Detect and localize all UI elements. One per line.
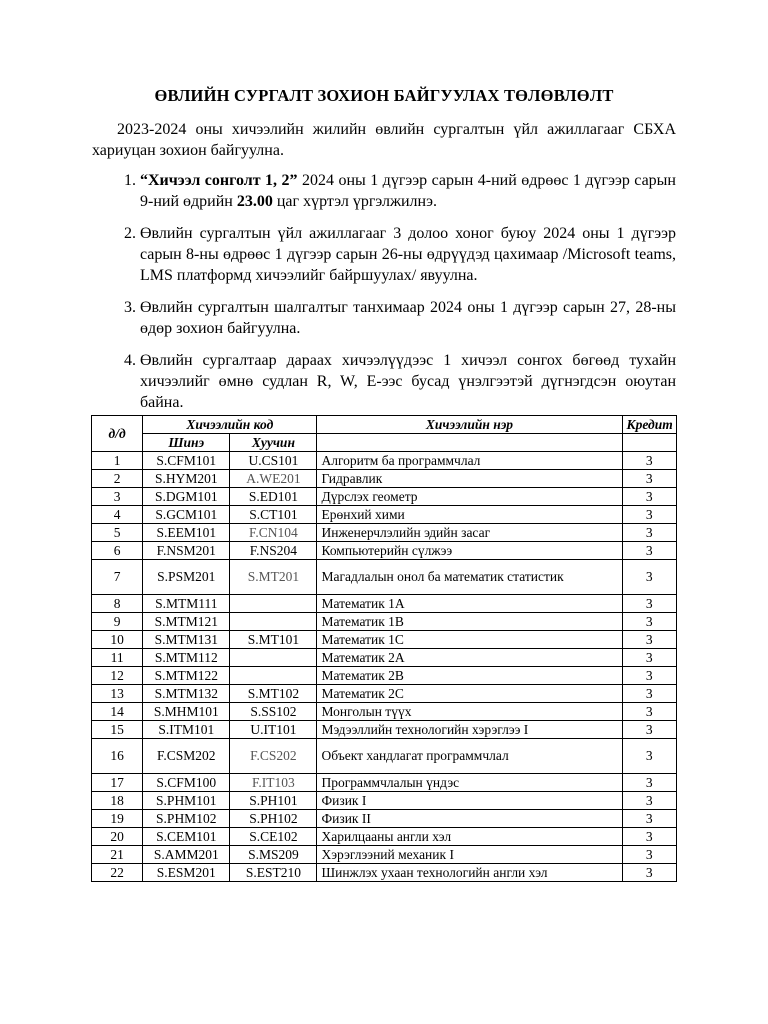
table-row [92, 631, 677, 649]
cell-old-code: U.IT101 [230, 721, 317, 739]
intro-paragraph: 2023-2024 оны хичээлийн жилийн өвлийн сургалтын үйл ажиллагааг СБХА хариуцан зохион байгуулна. [92, 121, 676, 159]
cell-credit: 3 [622, 792, 677, 810]
item-bold-time: 23.00 [236, 193, 273, 210]
table-row [92, 721, 677, 739]
cell-num: 10 [92, 631, 143, 649]
cell-credit: 3 [622, 864, 677, 882]
cell-credit: 3 [622, 595, 677, 613]
table-row [92, 452, 677, 470]
table-row [92, 560, 677, 595]
header-new-code: Шинэ [143, 434, 230, 452]
table-row [92, 613, 677, 631]
cell-new-code: S.ESM201 [143, 864, 230, 882]
cell-credit: 3 [622, 506, 677, 524]
cell-credit: 3 [622, 721, 677, 739]
cell-credit: 3 [622, 774, 677, 792]
cell-credit: 3 [622, 649, 677, 667]
cell-course-name: Мэдээллийн технологийн хэрэглээ I [317, 721, 622, 739]
cell-old-code: F.NS204 [230, 542, 317, 560]
table-row [92, 864, 677, 882]
cell-course-name: Хэрэглээний механик I [317, 846, 622, 864]
cell-new-code: S.PHM101 [143, 792, 230, 810]
header-code: Хичээлийн код [143, 416, 317, 434]
cell-new-code: S.MTM131 [143, 631, 230, 649]
cell-new-code: F.NSM201 [143, 542, 230, 560]
cell-num: 13 [92, 685, 143, 703]
table-row [92, 792, 677, 810]
cell-num: 4 [92, 506, 143, 524]
cell-old-code [230, 649, 317, 667]
cell-credit: 3 [622, 828, 677, 846]
cell-credit: 3 [622, 470, 677, 488]
cell-num: 21 [92, 846, 143, 864]
cell-course-name: Ерөнхий хими [317, 506, 622, 524]
cell-old-code: F.IT103 [230, 774, 317, 792]
item-bold-label: “Хичээл сонголт 1, 2” [140, 172, 298, 189]
cell-course-name: Математик 2C [317, 685, 622, 703]
cell-old-code: U.CS101 [230, 452, 317, 470]
cell-course-name: Дүрслэх геометр [317, 488, 622, 506]
table-row [92, 542, 677, 560]
page-title: ӨВЛИЙН СУРГАЛТ ЗОХИОН БАЙГУУЛАХ ТӨЛӨВЛӨЛТ [154, 86, 614, 105]
table-row [92, 739, 677, 774]
cell-num: 18 [92, 792, 143, 810]
cell-num: 19 [92, 810, 143, 828]
cell-new-code: S.PHM102 [143, 810, 230, 828]
cell-new-code: S.ITM101 [143, 721, 230, 739]
plan-list [92, 170, 676, 424]
cell-num: 15 [92, 721, 143, 739]
item-text: цаг хүртэл үргэлжилнэ. [272, 193, 437, 210]
cell-credit: 3 [622, 846, 677, 864]
table-row [92, 524, 677, 542]
header-num: д/д [92, 416, 143, 452]
cell-num: 7 [92, 560, 143, 595]
course-table [91, 415, 677, 882]
cell-new-code: S.PSM201 [143, 560, 230, 595]
header-old-code: Хуучин [230, 434, 317, 452]
cell-old-code: S.SS102 [230, 703, 317, 721]
table-row [92, 506, 677, 524]
cell-old-code: F.CS202 [230, 739, 317, 774]
cell-credit: 3 [622, 560, 677, 595]
cell-num: 11 [92, 649, 143, 667]
cell-course-name: Харилцааны англи хэл [317, 828, 622, 846]
cell-new-code: S.MTM112 [143, 649, 230, 667]
header-empty [622, 434, 677, 452]
cell-old-code: S.EST210 [230, 864, 317, 882]
cell-course-name: Физик I [317, 792, 622, 810]
table-row [92, 685, 677, 703]
cell-credit: 3 [622, 452, 677, 470]
table-row [92, 828, 677, 846]
list-item [140, 170, 676, 212]
table-row [92, 595, 677, 613]
cell-course-name: Объект хандлагат программчлал [317, 739, 622, 774]
cell-num: 16 [92, 739, 143, 774]
cell-old-code: S.CE102 [230, 828, 317, 846]
header-empty [317, 434, 622, 452]
cell-new-code: S.CEM101 [143, 828, 230, 846]
cell-old-code: S.MT101 [230, 631, 317, 649]
list-item: 3. Өвлийн сургалтын шалгалтыг танхимаар 2024 оны 1 дүгээр сарын 27, 28-ны өдөр зохион байгуулна. [140, 297, 676, 339]
cell-course-name: Математик 2A [317, 649, 622, 667]
cell-new-code: S.MTM111 [143, 595, 230, 613]
cell-credit: 3 [622, 810, 677, 828]
cell-num: 12 [92, 667, 143, 685]
cell-new-code: S.AMM201 [143, 846, 230, 864]
cell-course-name: Магадлалын онол ба математик статистик [317, 560, 622, 595]
cell-credit: 3 [622, 667, 677, 685]
table-row [92, 846, 677, 864]
header-name: Хичээлийн нэр [317, 416, 622, 434]
cell-course-name: Монголын түүх [317, 703, 622, 721]
cell-new-code: S.DGM101 [143, 488, 230, 506]
cell-credit: 3 [622, 488, 677, 506]
cell-new-code: S.CFM100 [143, 774, 230, 792]
table-row [92, 774, 677, 792]
cell-old-code [230, 595, 317, 613]
cell-num: 5 [92, 524, 143, 542]
cell-num: 3 [92, 488, 143, 506]
cell-credit: 3 [622, 613, 677, 631]
item-text: 2024 оны 1 дүгээр сарын 4-ний өдрөөс 1 дүгээр сарын 9-ний өдрийн [140, 172, 676, 210]
cell-course-name: Математик 1C [317, 631, 622, 649]
cell-num: 20 [92, 828, 143, 846]
cell-old-code: S.ED101 [230, 488, 317, 506]
list-item: 2. Өвлийн сургалтын үйл ажиллагааг 3 долоо хоног буюу 2024 оны 1 дүгээр сарын 8-ны өдрөөс 1 дүгээр сарын 26-ны өдрүүдэд цахимаар /Microsoft teams, LMS платформд хичээлийг байршуулах/ явуулна. [140, 223, 676, 286]
table-row [92, 649, 677, 667]
cell-new-code: S.MTM121 [143, 613, 230, 631]
cell-old-code: S.PH101 [230, 792, 317, 810]
cell-old-code: F.CN104 [230, 524, 317, 542]
cell-course-name: Программчлалын үндэс [317, 774, 622, 792]
table-row [92, 488, 677, 506]
cell-new-code: S.EEM101 [143, 524, 230, 542]
table-row [92, 667, 677, 685]
cell-new-code: F.CSM202 [143, 739, 230, 774]
cell-new-code: S.GCM101 [143, 506, 230, 524]
cell-credit: 3 [622, 524, 677, 542]
cell-num: 9 [92, 613, 143, 631]
cell-course-name: Математик 2B [317, 667, 622, 685]
cell-num: 8 [92, 595, 143, 613]
cell-old-code: S.CT101 [230, 506, 317, 524]
cell-num: 14 [92, 703, 143, 721]
cell-credit: 3 [622, 685, 677, 703]
cell-course-name: Шинжлэх ухаан технологийн англи хэл [317, 864, 622, 882]
cell-old-code: S.PH102 [230, 810, 317, 828]
cell-old-code: S.MS209 [230, 846, 317, 864]
cell-old-code [230, 667, 317, 685]
cell-old-code: S.MT102 [230, 685, 317, 703]
cell-new-code: S.MTM122 [143, 667, 230, 685]
cell-num: 1 [92, 452, 143, 470]
cell-course-name: Физик II [317, 810, 622, 828]
table-row [92, 703, 677, 721]
cell-old-code: A.WE201 [230, 470, 317, 488]
cell-course-name: Инженерчлэлийн эдийн засаг [317, 524, 622, 542]
cell-credit: 3 [622, 631, 677, 649]
cell-new-code: S.CFM101 [143, 452, 230, 470]
cell-new-code: S.HYM201 [143, 470, 230, 488]
cell-credit: 3 [622, 703, 677, 721]
cell-credit: 3 [622, 739, 677, 774]
cell-num: 6 [92, 542, 143, 560]
course-table-body [92, 452, 677, 882]
cell-old-code: S.MT201 [230, 560, 317, 595]
list-item: 4. Өвлийн сургалтаар дараах хичээлүүдээс 1 хичээл сонгох бөгөөд тухайн хичээлийг өмнө судлан R, W, E-ээс бусад үнэлгээтэй дүгнэгдсэн оюутан байна. [140, 350, 676, 413]
table-row [92, 810, 677, 828]
cell-course-name: Математик 1B [317, 613, 622, 631]
table-row [92, 470, 677, 488]
cell-new-code: S.MHM101 [143, 703, 230, 721]
cell-num: 17 [92, 774, 143, 792]
cell-course-name: Компьютерийн сүлжээ [317, 542, 622, 560]
cell-new-code: S.MTM132 [143, 685, 230, 703]
cell-course-name: Математик 1A [317, 595, 622, 613]
cell-num: 22 [92, 864, 143, 882]
cell-old-code [230, 613, 317, 631]
cell-course-name: Алгоритм ба программчлал [317, 452, 622, 470]
cell-credit: 3 [622, 542, 677, 560]
cell-course-name: Гидравлик [317, 470, 622, 488]
header-credit: Кредит [622, 416, 677, 434]
cell-num: 2 [92, 470, 143, 488]
